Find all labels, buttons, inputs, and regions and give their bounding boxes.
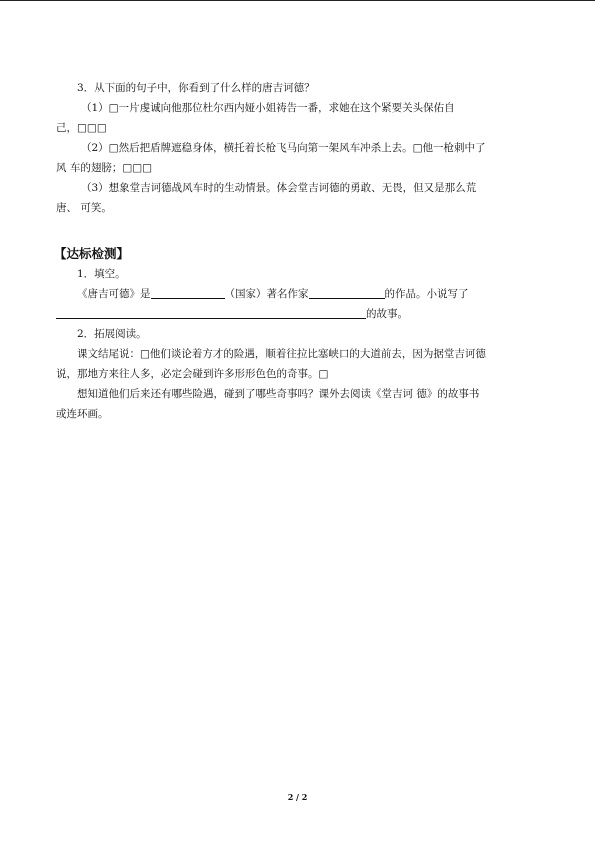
question-3-item-1-line-1: （1）□一片虔诚向他那位杜尔西内娅小姐祷告一番，求她在这个紧要关头保佑自 (81, 102, 455, 114)
country-blank[interactable] (151, 286, 225, 299)
fill-in-sentence (56, 284, 541, 304)
question-3-item-3-line-2: 唐、 可笑。 (56, 202, 112, 214)
fill-in-text-d: 的故事。 (366, 308, 408, 320)
question-3-item-1-line-2: 己，□□□ (56, 122, 107, 134)
reading-para-2-line-1: 想知道他们后来还有哪些险遇，碰到了哪些奇事吗？课外去阅读《堂吉诃 德》的故事书 (77, 388, 480, 400)
page-number: 2 / 2 (287, 792, 308, 802)
fill-in-text-b: （国家）著名作家 (224, 288, 309, 300)
section-heading: 【达标检测】 (54, 246, 130, 261)
section-spacer (56, 218, 541, 244)
story-blank[interactable] (56, 306, 366, 319)
reading-para-2-line-2: 或连环画。 (56, 408, 109, 420)
question-3-title: 3．从下面的句子中，你看到了什么样的唐吉诃德？ (77, 82, 315, 94)
fill-in-title: 1．填空。 (77, 268, 126, 280)
document-body (56, 78, 541, 424)
fill-in-story-line (56, 304, 541, 324)
fill-in-text-c: 的作品。小说写了 (384, 288, 469, 300)
reading-title: 2．拓展阅读。 (77, 328, 147, 340)
reading-para-1-line-1: 课文结尾说：□他们谈论着方才的险遇，顺着往拉比塞峡口的大道前去，因为据堂吉诃德 (77, 348, 486, 360)
question-3-item-3-line-1: （3）想象堂吉诃德战风车时的生动情景。体会堂吉诃德的勇敢、无畏，但又是那么荒 (81, 182, 477, 194)
fill-in-text-a: 《唐吉可德》是 (77, 288, 151, 300)
reading-para-1-line-2: 说，那地方来往人多，必定会碰到许多形形色色的奇事。□ (56, 368, 329, 380)
question-3-item-2-line-1: （2）□然后把盾牌遮稳身体，横托着长枪飞马向第一架风车冲杀上去。□他一枪刺中了 (81, 142, 486, 154)
author-blank[interactable] (309, 286, 385, 299)
question-3-item-2-line-2: 风 车的翅膀；□□□ (56, 162, 153, 174)
page-top-border (0, 0, 595, 1)
